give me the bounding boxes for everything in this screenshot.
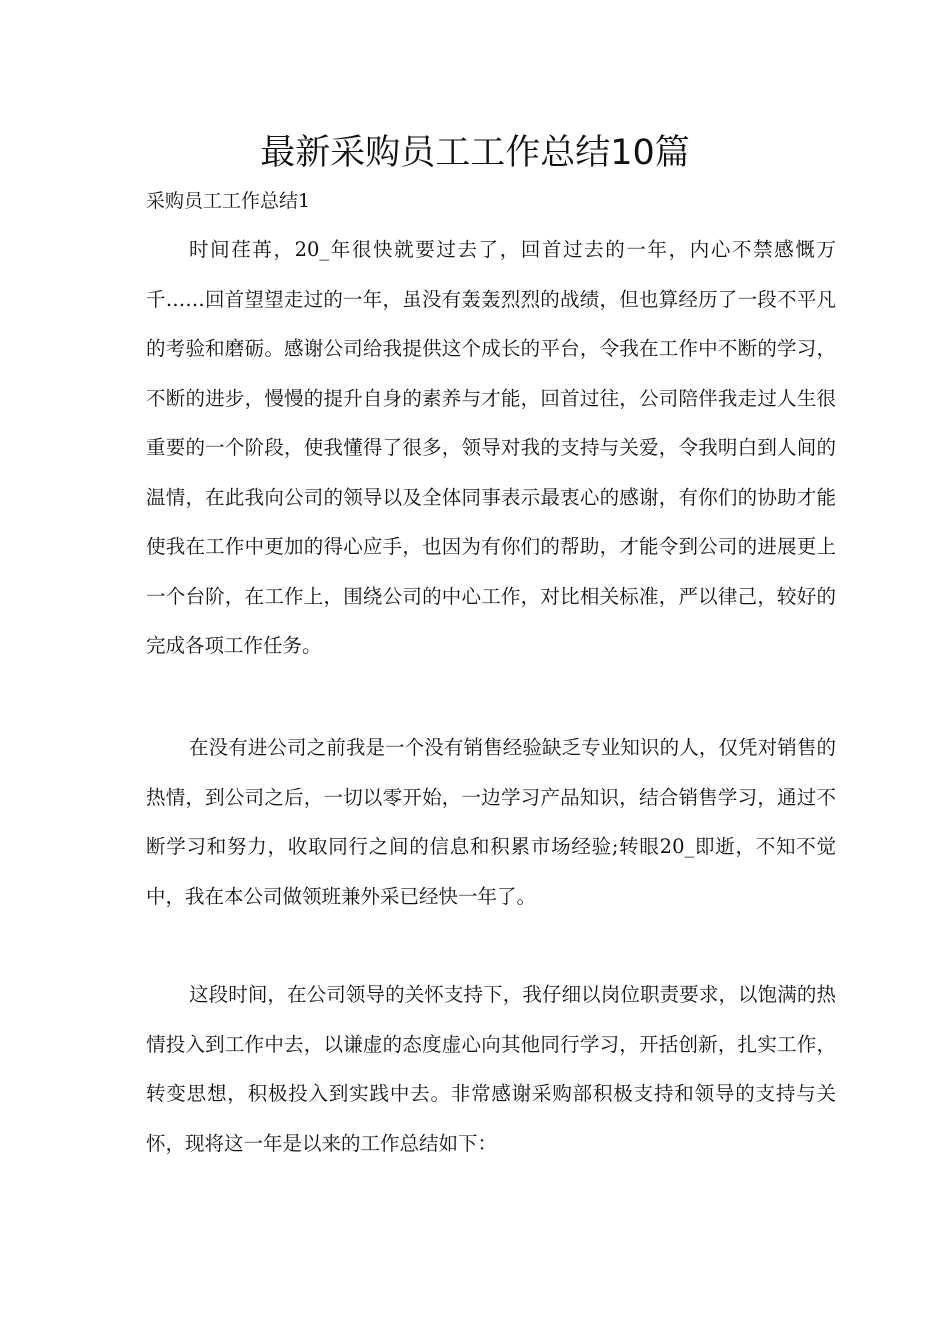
- paragraph-3: 这段时间，在公司领导的关怀支持下，我仔细以岗位职责要求，以饱满的热情投入到工作中去，以谦虚的态度虚心向其他同行学习，开括创新，扎实工作，转变思想，积极投入到实践中去。非常感谢采购部积极支持和领导的支持与关怀，现将这一年是以来的工作总结如下：: [146, 983, 836, 1155]
- section-heading: 采购员工工作总结1: [146, 190, 311, 212]
- document-title: 最新采购员工工作总结10篇: [260, 133, 690, 173]
- paragraph-1: 时间荏苒，20_年很快就要过去了，回首过去的一年，内心不禁感慨万千……回首望望走过的一年，虽没有轰轰烈烈的战绩，但也算经历了一段不平凡的考验和磨砺。感谢公司给我提供这个成长的平台，令我在工作中不断的学习，不断的进步，慢慢的提升自身的素养与才能，回首过往，公司陪伴我走过人生很重要的一个阶段，使我懂得了很多，领导对我的支持与关爱，令我明白到人间的温情，在此我向公司的领导以及全体同事表示最衷心的感谢，有你们的协助才能使我在工作中更加的得心应手，也因为有你们的帮助，才能令到公司的进展更上一个台阶，在工作上，围绕公司的中心工作，对比相关标准，严以律己，较好的完成各项工作任务。: [146, 238, 836, 657]
- paragraph-2: 在没有进公司之前我是一个没有销售经验缺乏专业知识的人，仅凭对销售的热情，到公司之后，一切以零开始，一边学习产品知识，结合销售学习，通过不断学习和努力，收取同行之间的信息和积累市场经验;转眼20_即逝，不知不觉中，我在本公司做领班兼外采已经快一年了。: [146, 736, 836, 908]
